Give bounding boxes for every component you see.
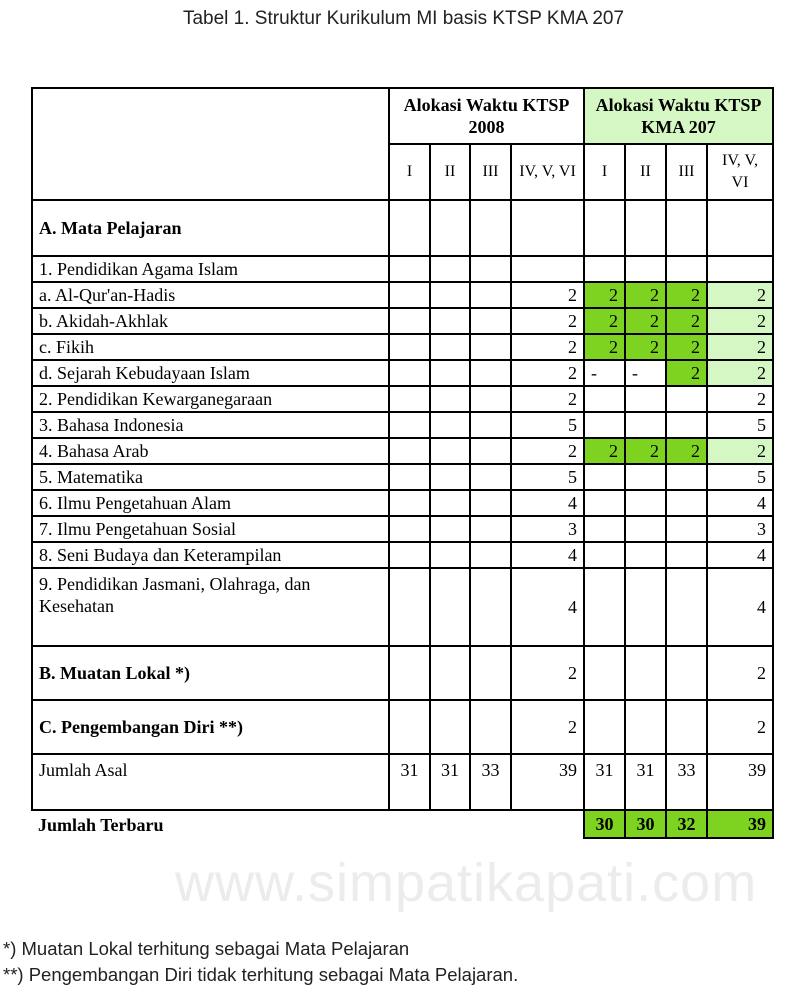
value-cell bbox=[389, 282, 430, 308]
table-row bbox=[32, 542, 773, 568]
value-cell bbox=[666, 200, 707, 256]
value-cell bbox=[625, 516, 666, 542]
value-cell bbox=[430, 490, 470, 516]
value-cell bbox=[470, 700, 511, 754]
value-cell: 2 bbox=[584, 438, 625, 464]
section-label: B. Muatan Lokal *) bbox=[32, 646, 389, 700]
subject-label: 2. Pendidikan Kewarganegaraan bbox=[32, 386, 389, 412]
subject-label: 4. Bahasa Arab bbox=[32, 438, 389, 464]
value-cell bbox=[666, 568, 707, 646]
value-cell bbox=[666, 490, 707, 516]
value-cell bbox=[666, 542, 707, 568]
value-cell bbox=[584, 700, 625, 754]
value-cell bbox=[430, 360, 470, 386]
value-cell bbox=[389, 256, 430, 282]
value-cell bbox=[511, 256, 584, 282]
value-cell: 2 bbox=[707, 308, 773, 334]
value-cell bbox=[389, 700, 430, 754]
value-cell bbox=[584, 464, 625, 490]
value-cell: 2 bbox=[625, 308, 666, 334]
value-cell bbox=[470, 308, 511, 334]
value-cell: 2 bbox=[511, 438, 584, 464]
subject-label: 6. Ilmu Pengetahuan Alam bbox=[32, 490, 389, 516]
value-cell bbox=[470, 438, 511, 464]
subject-label: d. Sejarah Kebudayaan Islam bbox=[32, 360, 389, 386]
value-cell: 3 bbox=[511, 516, 584, 542]
value-cell bbox=[470, 464, 511, 490]
value-cell: 2 bbox=[584, 334, 625, 360]
value-cell bbox=[584, 542, 625, 568]
value-cell bbox=[470, 516, 511, 542]
table-row bbox=[32, 334, 773, 360]
value-cell: 39 bbox=[707, 754, 773, 810]
value-cell bbox=[707, 256, 773, 282]
section-label: C. Pengembangan Diri **) bbox=[32, 700, 389, 754]
subject-label: c. Fikih bbox=[32, 334, 389, 360]
subheader-cell: III bbox=[666, 144, 707, 200]
value-cell: 2 bbox=[707, 360, 773, 386]
value-cell bbox=[389, 386, 430, 412]
value-cell bbox=[470, 386, 511, 412]
value-cell bbox=[389, 308, 430, 334]
value-cell: 2 bbox=[511, 334, 584, 360]
value-cell: 3 bbox=[707, 516, 773, 542]
value-cell: 2 bbox=[666, 308, 707, 334]
table-body bbox=[32, 88, 773, 838]
total-value-cell: 30 bbox=[625, 810, 666, 838]
table-row bbox=[32, 646, 773, 700]
value-cell bbox=[430, 464, 470, 490]
value-cell bbox=[584, 386, 625, 412]
value-cell: 4 bbox=[511, 490, 584, 516]
value-cell bbox=[666, 700, 707, 754]
value-cell: - bbox=[625, 360, 666, 386]
value-cell bbox=[430, 412, 470, 438]
table-row bbox=[32, 386, 773, 412]
value-cell bbox=[625, 256, 666, 282]
empty-cell bbox=[470, 810, 511, 838]
value-cell bbox=[584, 568, 625, 646]
value-cell bbox=[666, 386, 707, 412]
value-cell bbox=[470, 412, 511, 438]
table-row bbox=[32, 200, 773, 256]
value-cell bbox=[470, 646, 511, 700]
value-cell bbox=[389, 200, 430, 256]
subject-label: 1. Pendidikan Agama Islam bbox=[32, 256, 389, 282]
value-cell bbox=[389, 568, 430, 646]
value-cell bbox=[470, 282, 511, 308]
value-cell bbox=[430, 568, 470, 646]
value-cell: 2 bbox=[511, 646, 584, 700]
subheader-cell: IV, V, VI bbox=[511, 144, 584, 200]
value-cell: 4 bbox=[707, 542, 773, 568]
value-cell bbox=[666, 412, 707, 438]
table-row bbox=[32, 754, 773, 810]
total-value-cell: 39 bbox=[707, 810, 773, 838]
value-cell: 2 bbox=[707, 438, 773, 464]
value-cell bbox=[389, 438, 430, 464]
value-cell bbox=[470, 490, 511, 516]
watermark: www.simpatikapati.com bbox=[175, 853, 758, 913]
value-cell bbox=[666, 256, 707, 282]
subheader-cell: I bbox=[584, 144, 625, 200]
value-cell bbox=[389, 490, 430, 516]
value-cell: 2 bbox=[625, 282, 666, 308]
value-cell: 2 bbox=[707, 700, 773, 754]
value-cell bbox=[470, 200, 511, 256]
total-row bbox=[32, 810, 773, 838]
value-cell: 2 bbox=[511, 308, 584, 334]
value-cell: 2 bbox=[666, 360, 707, 386]
value-cell: 4 bbox=[511, 568, 584, 646]
value-cell: 2 bbox=[584, 282, 625, 308]
value-cell bbox=[430, 282, 470, 308]
total-value-cell: 30 bbox=[584, 810, 625, 838]
value-cell bbox=[430, 646, 470, 700]
table-row bbox=[32, 700, 773, 754]
value-cell: 2 bbox=[584, 308, 625, 334]
value-cell bbox=[584, 490, 625, 516]
value-cell: 4 bbox=[511, 542, 584, 568]
value-cell: 33 bbox=[666, 754, 707, 810]
table-row bbox=[32, 516, 773, 542]
value-cell bbox=[666, 516, 707, 542]
header-empty-cell bbox=[32, 88, 389, 200]
table-row bbox=[32, 412, 773, 438]
value-cell: 4 bbox=[707, 490, 773, 516]
value-cell bbox=[584, 200, 625, 256]
value-cell bbox=[625, 386, 666, 412]
value-cell: 33 bbox=[470, 754, 511, 810]
value-cell bbox=[430, 542, 470, 568]
value-cell bbox=[625, 412, 666, 438]
value-cell: 2 bbox=[666, 334, 707, 360]
value-cell bbox=[625, 200, 666, 256]
value-cell bbox=[470, 334, 511, 360]
value-cell bbox=[625, 464, 666, 490]
value-cell: 2 bbox=[625, 438, 666, 464]
value-cell bbox=[430, 516, 470, 542]
empty-cell bbox=[511, 810, 584, 838]
value-cell bbox=[389, 464, 430, 490]
subject-label: 9. Pendidikan Jasmani, Olahraga, dan Kesehatan bbox=[32, 568, 389, 646]
value-cell bbox=[625, 542, 666, 568]
value-cell bbox=[470, 568, 511, 646]
value-cell: 2 bbox=[625, 334, 666, 360]
value-cell: 31 bbox=[389, 754, 430, 810]
value-cell: 2 bbox=[511, 282, 584, 308]
subject-label: b. Akidah-Akhlak bbox=[32, 308, 389, 334]
table-caption: Tabel 1. Struktur Kurikulum MI basis KTSP KMA 207 bbox=[182, 8, 625, 29]
value-cell: 2 bbox=[666, 282, 707, 308]
table-row bbox=[32, 256, 773, 282]
subheader-cell: II bbox=[430, 144, 470, 200]
value-cell: 5 bbox=[511, 464, 584, 490]
value-cell: 2 bbox=[511, 360, 584, 386]
value-cell: 31 bbox=[625, 754, 666, 810]
value-cell bbox=[430, 200, 470, 256]
value-cell bbox=[430, 700, 470, 754]
header-ktsp-kma-207: Alokasi Waktu KTSP KMA 207 bbox=[584, 88, 773, 144]
value-cell: 31 bbox=[430, 754, 470, 810]
subheader-cell: II bbox=[625, 144, 666, 200]
value-cell bbox=[430, 308, 470, 334]
table-row bbox=[32, 360, 773, 386]
value-cell bbox=[625, 700, 666, 754]
value-cell bbox=[389, 360, 430, 386]
value-cell: 4 bbox=[707, 568, 773, 646]
value-cell: 2 bbox=[707, 646, 773, 700]
value-cell: 5 bbox=[511, 412, 584, 438]
value-cell: 2 bbox=[666, 438, 707, 464]
value-cell: 2 bbox=[511, 386, 584, 412]
table-row bbox=[32, 490, 773, 516]
value-cell bbox=[430, 438, 470, 464]
section-label: A. Mata Pelajaran bbox=[32, 200, 389, 256]
value-cell bbox=[625, 568, 666, 646]
table-row bbox=[32, 568, 773, 646]
value-cell bbox=[625, 490, 666, 516]
total-value-cell: 32 bbox=[666, 810, 707, 838]
subject-label: 8. Seni Budaya dan Keterampilan bbox=[32, 542, 389, 568]
value-cell: 31 bbox=[584, 754, 625, 810]
table-row bbox=[32, 308, 773, 334]
value-cell bbox=[666, 464, 707, 490]
subject-label: 3. Bahasa Indonesia bbox=[32, 412, 389, 438]
subject-label: 7. Ilmu Pengetahuan Sosial bbox=[32, 516, 389, 542]
empty-cell bbox=[430, 810, 470, 838]
value-cell: 2 bbox=[707, 282, 773, 308]
table-row bbox=[32, 438, 773, 464]
header-ktsp-2008: Alokasi Waktu KTSP 2008 bbox=[389, 88, 584, 144]
subheader-cell: I bbox=[389, 144, 430, 200]
value-cell bbox=[584, 256, 625, 282]
value-cell bbox=[584, 516, 625, 542]
empty-cell bbox=[389, 810, 430, 838]
footnote-muatan-lokal: *) Muatan Lokal terhitung sebagai Mata Pelajaran bbox=[3, 938, 410, 959]
value-cell bbox=[470, 256, 511, 282]
value-cell bbox=[430, 386, 470, 412]
curriculum-table bbox=[31, 87, 774, 839]
value-cell bbox=[389, 542, 430, 568]
value-cell: 2 bbox=[707, 386, 773, 412]
value-cell bbox=[389, 412, 430, 438]
value-cell bbox=[470, 542, 511, 568]
value-cell bbox=[625, 646, 666, 700]
table-row bbox=[32, 282, 773, 308]
value-cell bbox=[389, 516, 430, 542]
value-cell bbox=[430, 256, 470, 282]
value-cell bbox=[584, 646, 625, 700]
subheader-cell: III bbox=[470, 144, 511, 200]
value-cell: 5 bbox=[707, 412, 773, 438]
subheader-cell: IV, V, VI bbox=[707, 144, 773, 200]
total-label: Jumlah Terbaru bbox=[38, 814, 164, 835]
subject-label: Jumlah Asal bbox=[32, 754, 389, 810]
subject-label: a. Al-Qur'an-Hadis bbox=[32, 282, 389, 308]
value-cell: 2 bbox=[511, 700, 584, 754]
value-cell bbox=[389, 334, 430, 360]
value-cell: 5 bbox=[707, 464, 773, 490]
value-cell bbox=[707, 200, 773, 256]
value-cell bbox=[511, 200, 584, 256]
value-cell bbox=[666, 646, 707, 700]
subject-label: 5. Matematika bbox=[32, 464, 389, 490]
value-cell: 2 bbox=[707, 334, 773, 360]
value-cell bbox=[389, 646, 430, 700]
table-row bbox=[32, 464, 773, 490]
value-cell bbox=[584, 412, 625, 438]
value-cell bbox=[430, 334, 470, 360]
footnote-pengembangan-diri: **) Pengembangan Diri tidak terhitung sebagai Mata Pelajaran. bbox=[3, 964, 519, 985]
value-cell: - bbox=[584, 360, 625, 386]
value-cell: 39 bbox=[511, 754, 584, 810]
value-cell bbox=[470, 360, 511, 386]
